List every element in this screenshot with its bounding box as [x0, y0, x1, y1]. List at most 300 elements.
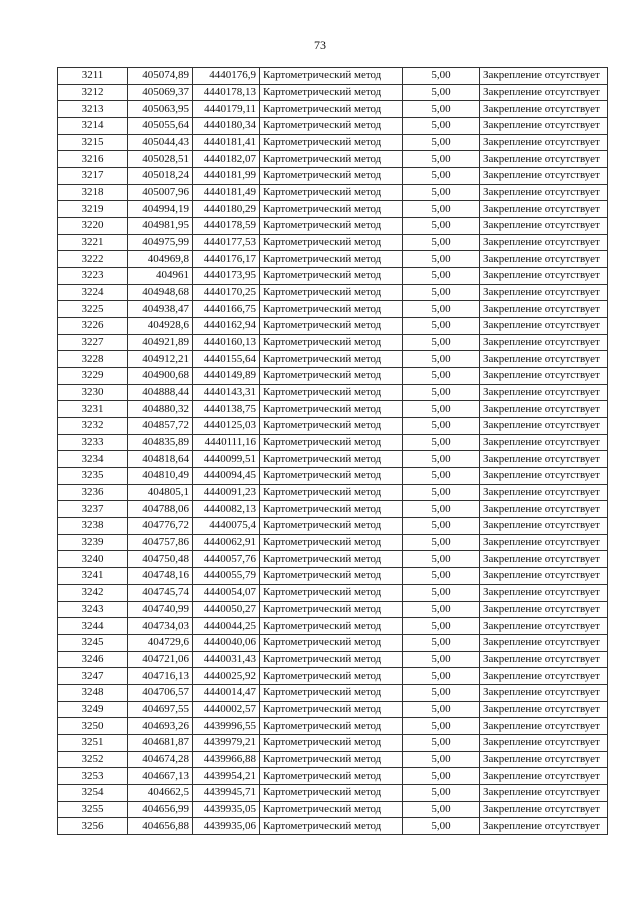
- y-coordinate-cell: 4440082,13: [193, 501, 260, 518]
- method-cell: Картометрический метод: [260, 718, 403, 735]
- x-coordinate-cell: 404674,28: [128, 751, 193, 768]
- accuracy-cell: 5,00: [403, 334, 480, 351]
- accuracy-cell: 5,00: [403, 168, 480, 185]
- fixing-description-cell: Закрепление отсутствует: [480, 768, 608, 785]
- fixing-description-cell: Закрепление отсутствует: [480, 284, 608, 301]
- accuracy-cell: 5,00: [403, 184, 480, 201]
- x-coordinate-cell: 404835,89: [128, 434, 193, 451]
- table-row: [58, 234, 608, 251]
- y-coordinate-cell: 4439979,21: [193, 734, 260, 751]
- x-coordinate-cell: 404880,32: [128, 401, 193, 418]
- x-coordinate-cell: 404994,19: [128, 201, 193, 218]
- point-number-cell: 3223: [58, 268, 128, 285]
- table-row: [58, 151, 608, 168]
- y-coordinate-cell: 4440176,9: [193, 68, 260, 85]
- method-cell: Картометрический метод: [260, 734, 403, 751]
- accuracy-cell: 5,00: [403, 651, 480, 668]
- fixing-description-cell: Закрепление отсутствует: [480, 734, 608, 751]
- fixing-description-cell: Закрепление отсутствует: [480, 818, 608, 835]
- method-cell: Картометрический метод: [260, 468, 403, 485]
- fixing-description-cell: Закрепление отсутствует: [480, 784, 608, 801]
- y-coordinate-cell: 4440054,07: [193, 584, 260, 601]
- point-number-cell: 3219: [58, 201, 128, 218]
- fixing-description-cell: Закрепление отсутствует: [480, 534, 608, 551]
- method-cell: Картометрический метод: [260, 601, 403, 618]
- y-coordinate-cell: 4440178,13: [193, 84, 260, 101]
- fixing-description-cell: Закрепление отсутствует: [480, 651, 608, 668]
- x-coordinate-cell: 404776,72: [128, 518, 193, 535]
- x-coordinate-cell: 404921,89: [128, 334, 193, 351]
- table-row: [58, 568, 608, 585]
- fixing-description-cell: Закрепление отсутствует: [480, 234, 608, 251]
- method-cell: Картометрический метод: [260, 218, 403, 235]
- x-coordinate-cell: 404938,47: [128, 301, 193, 318]
- point-number-cell: 3225: [58, 301, 128, 318]
- x-coordinate-cell: 404748,16: [128, 568, 193, 585]
- table-row: [58, 268, 608, 285]
- fixing-description-cell: Закрепление отсутствует: [480, 251, 608, 268]
- accuracy-cell: 5,00: [403, 451, 480, 468]
- accuracy-cell: 5,00: [403, 551, 480, 568]
- method-cell: Картометрический метод: [260, 251, 403, 268]
- method-cell: Картометрический метод: [260, 751, 403, 768]
- accuracy-cell: 5,00: [403, 134, 480, 151]
- fixing-description-cell: Закрепление отсутствует: [480, 418, 608, 435]
- x-coordinate-cell: 404716,13: [128, 668, 193, 685]
- method-cell: Картометрический метод: [260, 518, 403, 535]
- accuracy-cell: 5,00: [403, 84, 480, 101]
- y-coordinate-cell: 4440181,99: [193, 168, 260, 185]
- table-row: [58, 368, 608, 385]
- point-number-cell: 3236: [58, 484, 128, 501]
- fixing-description-cell: Закрепление отсутствует: [480, 751, 608, 768]
- point-number-cell: 3240: [58, 551, 128, 568]
- point-number-cell: 3238: [58, 518, 128, 535]
- table-row: [58, 468, 608, 485]
- x-coordinate-cell: 404745,74: [128, 584, 193, 601]
- table-row: [58, 584, 608, 601]
- method-cell: Картометрический метод: [260, 118, 403, 135]
- x-coordinate-cell: 404975,99: [128, 234, 193, 251]
- accuracy-cell: 5,00: [403, 351, 480, 368]
- fixing-description-cell: Закрепление отсутствует: [480, 401, 608, 418]
- accuracy-cell: 5,00: [403, 534, 480, 551]
- table-row: [58, 134, 608, 151]
- table-row: [58, 168, 608, 185]
- method-cell: Картометрический метод: [260, 168, 403, 185]
- table-row: [58, 618, 608, 635]
- x-coordinate-cell: 404900,68: [128, 368, 193, 385]
- y-coordinate-cell: 4440099,51: [193, 451, 260, 468]
- table-row: [58, 784, 608, 801]
- y-coordinate-cell: 4440125,03: [193, 418, 260, 435]
- x-coordinate-cell: 404818,64: [128, 451, 193, 468]
- accuracy-cell: 5,00: [403, 434, 480, 451]
- table-row: [58, 434, 608, 451]
- fixing-description-cell: Закрепление отсутствует: [480, 718, 608, 735]
- point-number-cell: 3254: [58, 784, 128, 801]
- fixing-description-cell: Закрепление отсутствует: [480, 618, 608, 635]
- point-number-cell: 3211: [58, 68, 128, 85]
- fixing-description-cell: Закрепление отсутствует: [480, 101, 608, 118]
- coordinates-table-body: [58, 68, 608, 835]
- table-row: [58, 701, 608, 718]
- x-coordinate-cell: 404697,55: [128, 701, 193, 718]
- point-number-cell: 3244: [58, 618, 128, 635]
- table-row: [58, 101, 608, 118]
- point-number-cell: 3248: [58, 684, 128, 701]
- accuracy-cell: 5,00: [403, 684, 480, 701]
- accuracy-cell: 5,00: [403, 101, 480, 118]
- method-cell: Картометрический метод: [260, 101, 403, 118]
- accuracy-cell: 5,00: [403, 268, 480, 285]
- point-number-cell: 3256: [58, 818, 128, 835]
- x-coordinate-cell: 404681,87: [128, 734, 193, 751]
- fixing-description-cell: Закрепление отсутствует: [480, 334, 608, 351]
- method-cell: Картометрический метод: [260, 568, 403, 585]
- x-coordinate-cell: 404662,5: [128, 784, 193, 801]
- accuracy-cell: 5,00: [403, 301, 480, 318]
- method-cell: Картометрический метод: [260, 618, 403, 635]
- table-row: [58, 251, 608, 268]
- accuracy-cell: 5,00: [403, 68, 480, 85]
- fixing-description-cell: Закрепление отсутствует: [480, 451, 608, 468]
- fixing-description-cell: Закрепление отсутствует: [480, 518, 608, 535]
- table-row: [58, 118, 608, 135]
- table-row: [58, 534, 608, 551]
- fixing-description-cell: Закрепление отсутствует: [480, 368, 608, 385]
- x-coordinate-cell: 404961: [128, 268, 193, 285]
- point-number-cell: 3255: [58, 801, 128, 818]
- y-coordinate-cell: 4440180,29: [193, 201, 260, 218]
- table-row: [58, 801, 608, 818]
- point-number-cell: 3253: [58, 768, 128, 785]
- table-row: [58, 351, 608, 368]
- accuracy-cell: 5,00: [403, 634, 480, 651]
- method-cell: Картометрический метод: [260, 184, 403, 201]
- x-coordinate-cell: 404667,13: [128, 768, 193, 785]
- accuracy-cell: 5,00: [403, 768, 480, 785]
- method-cell: Картометрический метод: [260, 68, 403, 85]
- accuracy-cell: 5,00: [403, 484, 480, 501]
- method-cell: Картометрический метод: [260, 151, 403, 168]
- x-coordinate-cell: 404912,21: [128, 351, 193, 368]
- fixing-description-cell: Закрепление отсутствует: [480, 584, 608, 601]
- point-number-cell: 3250: [58, 718, 128, 735]
- fixing-description-cell: Закрепление отсутствует: [480, 218, 608, 235]
- coordinates-table: [57, 67, 608, 835]
- method-cell: Картометрический метод: [260, 634, 403, 651]
- fixing-description-cell: Закрепление отсутствует: [480, 501, 608, 518]
- x-coordinate-cell: 404656,88: [128, 818, 193, 835]
- method-cell: Картометрический метод: [260, 351, 403, 368]
- fixing-description-cell: Закрепление отсутствует: [480, 801, 608, 818]
- y-coordinate-cell: 4439935,05: [193, 801, 260, 818]
- x-coordinate-cell: 404706,57: [128, 684, 193, 701]
- y-coordinate-cell: 4440014,47: [193, 684, 260, 701]
- fixing-description-cell: Закрепление отсутствует: [480, 551, 608, 568]
- fixing-description-cell: Закрепление отсутствует: [480, 701, 608, 718]
- point-number-cell: 3229: [58, 368, 128, 385]
- accuracy-cell: 5,00: [403, 701, 480, 718]
- method-cell: Картометрический метод: [260, 484, 403, 501]
- point-number-cell: 3246: [58, 651, 128, 668]
- x-coordinate-cell: 404750,48: [128, 551, 193, 568]
- y-coordinate-cell: 4440179,11: [193, 101, 260, 118]
- x-coordinate-cell: 404693,26: [128, 718, 193, 735]
- point-number-cell: 3252: [58, 751, 128, 768]
- table-row: [58, 384, 608, 401]
- accuracy-cell: 5,00: [403, 384, 480, 401]
- point-number-cell: 3220: [58, 218, 128, 235]
- y-coordinate-cell: 4440155,64: [193, 351, 260, 368]
- point-number-cell: 3234: [58, 451, 128, 468]
- fixing-description-cell: Закрепление отсутствует: [480, 68, 608, 85]
- method-cell: Картометрический метод: [260, 651, 403, 668]
- x-coordinate-cell: 405007,96: [128, 184, 193, 201]
- fixing-description-cell: Закрепление отсутствует: [480, 318, 608, 335]
- y-coordinate-cell: 4440031,43: [193, 651, 260, 668]
- y-coordinate-cell: 4440177,53: [193, 234, 260, 251]
- accuracy-cell: 5,00: [403, 818, 480, 835]
- y-coordinate-cell: 4440178,59: [193, 218, 260, 235]
- fixing-description-cell: Закрепление отсутствует: [480, 384, 608, 401]
- y-coordinate-cell: 4440180,34: [193, 118, 260, 135]
- table-row: [58, 68, 608, 85]
- table-row: [58, 301, 608, 318]
- fixing-description-cell: Закрепление отсутствует: [480, 134, 608, 151]
- point-number-cell: 3226: [58, 318, 128, 335]
- method-cell: Картометрический метод: [260, 668, 403, 685]
- point-number-cell: 3222: [58, 251, 128, 268]
- accuracy-cell: 5,00: [403, 618, 480, 635]
- x-coordinate-cell: 404740,99: [128, 601, 193, 618]
- method-cell: Картометрический метод: [260, 584, 403, 601]
- point-number-cell: 3213: [58, 101, 128, 118]
- accuracy-cell: 5,00: [403, 801, 480, 818]
- table-row: [58, 451, 608, 468]
- x-coordinate-cell: 404721,06: [128, 651, 193, 668]
- x-coordinate-cell: 404981,95: [128, 218, 193, 235]
- accuracy-cell: 5,00: [403, 718, 480, 735]
- method-cell: Картометрический метод: [260, 784, 403, 801]
- x-coordinate-cell: 405063,95: [128, 101, 193, 118]
- fixing-description-cell: Закрепление отсутствует: [480, 668, 608, 685]
- y-coordinate-cell: 4440173,95: [193, 268, 260, 285]
- x-coordinate-cell: 404928,6: [128, 318, 193, 335]
- y-coordinate-cell: 4439996,55: [193, 718, 260, 735]
- x-coordinate-cell: 404788,06: [128, 501, 193, 518]
- point-number-cell: 3251: [58, 734, 128, 751]
- page-number: 73: [314, 38, 326, 52]
- accuracy-cell: 5,00: [403, 368, 480, 385]
- method-cell: Картометрический метод: [260, 701, 403, 718]
- table-row: [58, 684, 608, 701]
- y-coordinate-cell: 4439966,88: [193, 751, 260, 768]
- y-coordinate-cell: 4440166,75: [193, 301, 260, 318]
- method-cell: Картометрический метод: [260, 434, 403, 451]
- point-number-cell: 3228: [58, 351, 128, 368]
- fixing-description-cell: Закрепление отсутствует: [480, 351, 608, 368]
- fixing-description-cell: Закрепление отсутствует: [480, 118, 608, 135]
- table-row: [58, 718, 608, 735]
- table-row: [58, 201, 608, 218]
- x-coordinate-cell: 405028,51: [128, 151, 193, 168]
- method-cell: Картометрический метод: [260, 534, 403, 551]
- method-cell: Картометрический метод: [260, 501, 403, 518]
- accuracy-cell: 5,00: [403, 118, 480, 135]
- y-coordinate-cell: 4439935,06: [193, 818, 260, 835]
- fixing-description-cell: Закрепление отсутствует: [480, 84, 608, 101]
- method-cell: Картометрический метод: [260, 334, 403, 351]
- fixing-description-cell: Закрепление отсутствует: [480, 468, 608, 485]
- accuracy-cell: 5,00: [403, 601, 480, 618]
- method-cell: Картометрический метод: [260, 318, 403, 335]
- x-coordinate-cell: 404810,49: [128, 468, 193, 485]
- method-cell: Картометрический метод: [260, 451, 403, 468]
- table-row: [58, 768, 608, 785]
- x-coordinate-cell: 405018,24: [128, 168, 193, 185]
- fixing-description-cell: Закрепление отсутствует: [480, 568, 608, 585]
- table-row: [58, 418, 608, 435]
- point-number-cell: 3217: [58, 168, 128, 185]
- accuracy-cell: 5,00: [403, 668, 480, 685]
- point-number-cell: 3232: [58, 418, 128, 435]
- fixing-description-cell: Закрепление отсутствует: [480, 484, 608, 501]
- fixing-description-cell: Закрепление отсутствует: [480, 634, 608, 651]
- accuracy-cell: 5,00: [403, 568, 480, 585]
- fixing-description-cell: Закрепление отсутствует: [480, 301, 608, 318]
- table-row: [58, 751, 608, 768]
- x-coordinate-cell: 404805,1: [128, 484, 193, 501]
- x-coordinate-cell: 404969,8: [128, 251, 193, 268]
- y-coordinate-cell: 4440002,57: [193, 701, 260, 718]
- table-row: [58, 484, 608, 501]
- y-coordinate-cell: 4440050,27: [193, 601, 260, 618]
- accuracy-cell: 5,00: [403, 318, 480, 335]
- method-cell: Картометрический метод: [260, 401, 403, 418]
- point-number-cell: 3215: [58, 134, 128, 151]
- point-number-cell: 3218: [58, 184, 128, 201]
- y-coordinate-cell: 4440094,45: [193, 468, 260, 485]
- point-number-cell: 3230: [58, 384, 128, 401]
- accuracy-cell: 5,00: [403, 468, 480, 485]
- method-cell: Картометрический метод: [260, 301, 403, 318]
- table-row: [58, 634, 608, 651]
- y-coordinate-cell: 4440044,25: [193, 618, 260, 635]
- table-row: [58, 734, 608, 751]
- accuracy-cell: 5,00: [403, 751, 480, 768]
- table-row: [58, 284, 608, 301]
- y-coordinate-cell: 4440062,91: [193, 534, 260, 551]
- x-coordinate-cell: 404888,44: [128, 384, 193, 401]
- table-row: [58, 551, 608, 568]
- accuracy-cell: 5,00: [403, 251, 480, 268]
- y-coordinate-cell: 4439945,71: [193, 784, 260, 801]
- y-coordinate-cell: 4440138,75: [193, 401, 260, 418]
- method-cell: Картометрический метод: [260, 551, 403, 568]
- x-coordinate-cell: 405055,64: [128, 118, 193, 135]
- point-number-cell: 3224: [58, 284, 128, 301]
- y-coordinate-cell: 4440160,13: [193, 334, 260, 351]
- method-cell: Картометрический метод: [260, 201, 403, 218]
- point-number-cell: 3233: [58, 434, 128, 451]
- y-coordinate-cell: 4440075,4: [193, 518, 260, 535]
- x-coordinate-cell: 404734,03: [128, 618, 193, 635]
- accuracy-cell: 5,00: [403, 501, 480, 518]
- table-row: [58, 601, 608, 618]
- table-row: [58, 401, 608, 418]
- y-coordinate-cell: 4440170,25: [193, 284, 260, 301]
- fixing-description-cell: Закрепление отсутствует: [480, 151, 608, 168]
- x-coordinate-cell: 404757,86: [128, 534, 193, 551]
- point-number-cell: 3237: [58, 501, 128, 518]
- point-number-cell: 3212: [58, 84, 128, 101]
- x-coordinate-cell: 404948,68: [128, 284, 193, 301]
- y-coordinate-cell: 4440143,31: [193, 384, 260, 401]
- x-coordinate-cell: 405044,43: [128, 134, 193, 151]
- method-cell: Картометрический метод: [260, 268, 403, 285]
- y-coordinate-cell: 4440111,16: [193, 434, 260, 451]
- fixing-description-cell: Закрепление отсутствует: [480, 434, 608, 451]
- point-number-cell: 3235: [58, 468, 128, 485]
- point-number-cell: 3247: [58, 668, 128, 685]
- y-coordinate-cell: 4440176,17: [193, 251, 260, 268]
- table-row: [58, 518, 608, 535]
- accuracy-cell: 5,00: [403, 218, 480, 235]
- accuracy-cell: 5,00: [403, 734, 480, 751]
- x-coordinate-cell: 405069,37: [128, 84, 193, 101]
- y-coordinate-cell: 4440162,94: [193, 318, 260, 335]
- method-cell: Картометрический метод: [260, 368, 403, 385]
- y-coordinate-cell: 4440149,89: [193, 368, 260, 385]
- fixing-description-cell: Закрепление отсутствует: [480, 268, 608, 285]
- accuracy-cell: 5,00: [403, 784, 480, 801]
- point-number-cell: 3221: [58, 234, 128, 251]
- y-coordinate-cell: 4440055,79: [193, 568, 260, 585]
- point-number-cell: 3216: [58, 151, 128, 168]
- table-row: [58, 334, 608, 351]
- method-cell: Картометрический метод: [260, 234, 403, 251]
- point-number-cell: 3231: [58, 401, 128, 418]
- method-cell: Картометрический метод: [260, 418, 403, 435]
- table-row: [58, 501, 608, 518]
- accuracy-cell: 5,00: [403, 234, 480, 251]
- y-coordinate-cell: 4440057,76: [193, 551, 260, 568]
- accuracy-cell: 5,00: [403, 518, 480, 535]
- table-row: [58, 651, 608, 668]
- y-coordinate-cell: 4440040,06: [193, 634, 260, 651]
- method-cell: Картометрический метод: [260, 384, 403, 401]
- y-coordinate-cell: 4440181,49: [193, 184, 260, 201]
- fixing-description-cell: Закрепление отсутствует: [480, 184, 608, 201]
- point-number-cell: 3243: [58, 601, 128, 618]
- method-cell: Картометрический метод: [260, 801, 403, 818]
- method-cell: Картометрический метод: [260, 134, 403, 151]
- fixing-description-cell: Закрепление отсутствует: [480, 684, 608, 701]
- accuracy-cell: 5,00: [403, 584, 480, 601]
- fixing-description-cell: Закрепление отсутствует: [480, 168, 608, 185]
- point-number-cell: 3227: [58, 334, 128, 351]
- method-cell: Картометрический метод: [260, 284, 403, 301]
- x-coordinate-cell: 404729,6: [128, 634, 193, 651]
- accuracy-cell: 5,00: [403, 201, 480, 218]
- method-cell: Картометрический метод: [260, 768, 403, 785]
- y-coordinate-cell: 4440182,07: [193, 151, 260, 168]
- table-row: [58, 184, 608, 201]
- x-coordinate-cell: 405074,89: [128, 68, 193, 85]
- y-coordinate-cell: 4439954,21: [193, 768, 260, 785]
